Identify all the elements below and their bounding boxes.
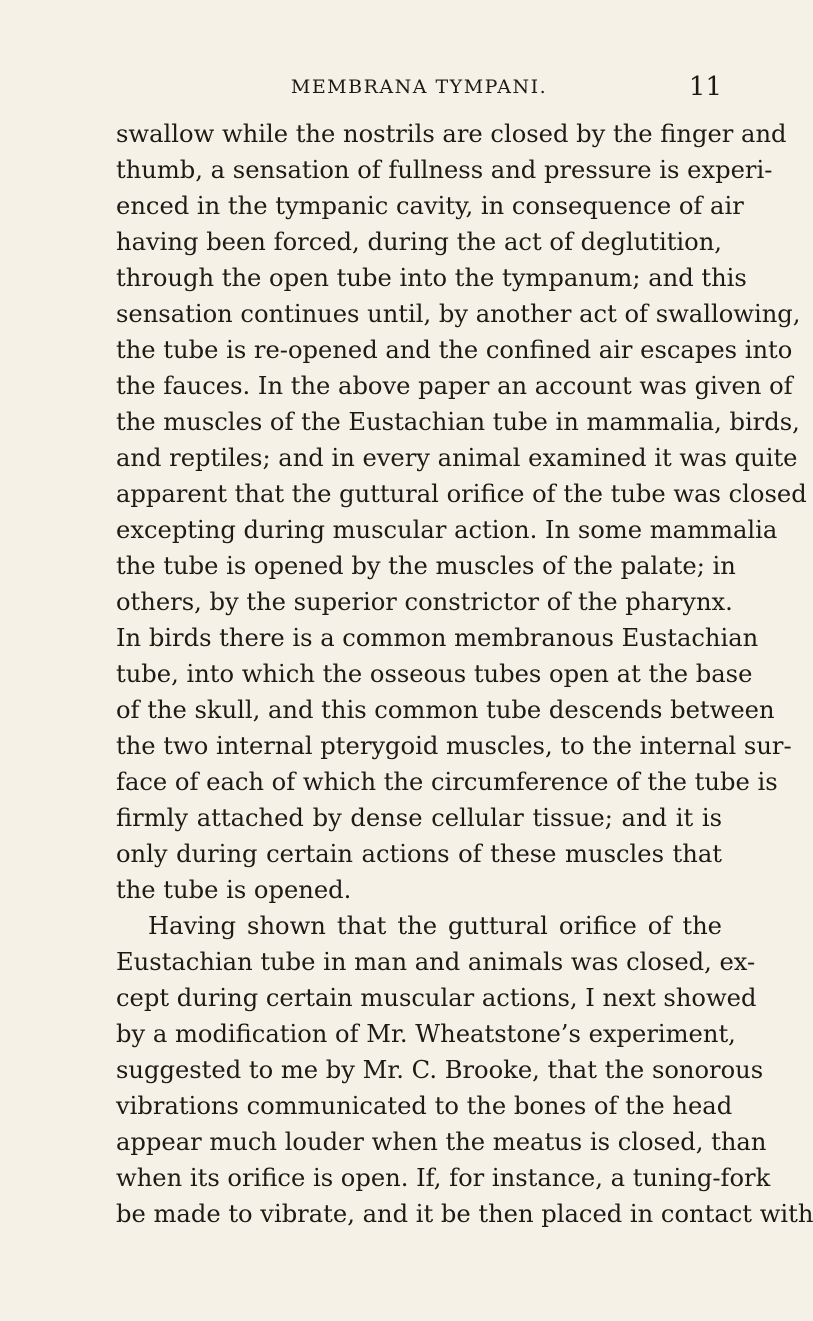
text-line: excepting during muscular action. In some mammalia <box>116 516 778 544</box>
text-line: cept during certain muscular actions, I next showed <box>116 984 757 1012</box>
text-line: and reptiles; and in every animal examined it was quite <box>116 444 798 472</box>
text-line: the tube is re-opened and the confined air escapes into <box>116 336 793 364</box>
text-line: face of each of which the circumference of the tube is <box>116 768 778 796</box>
text-line: the tube is opened by the muscles of the palate; in <box>116 552 736 580</box>
text-line: suggested to me by Mr. C. Brooke, that the sonorous <box>116 1056 764 1084</box>
text-line: swallow while the nostrils are closed by the finger and <box>116 120 787 148</box>
text-line: only during certain actions of these muscles that <box>116 840 722 868</box>
text-line: be made to vibrate, and it be then placed in contact with <box>116 1200 813 1228</box>
text-line: others, by the superior constrictor of the pharynx. <box>116 588 733 616</box>
text-line: enced in the tympanic cavity, in consequence of air <box>116 192 744 220</box>
text-line: appear much louder when the meatus is closed, than <box>116 1128 767 1156</box>
text-line: In birds there is a common membranous Eustachian <box>116 624 759 652</box>
text-line: Eustachian tube in man and animals was closed, ex- <box>116 948 756 976</box>
text-line: the fauces. In the above paper an account was given of <box>116 372 793 400</box>
text-line: the two internal pterygoid muscles, to the internal sur- <box>116 732 792 760</box>
page-number: 11 <box>688 72 722 102</box>
text-line: vibrations communicated to the bones of the head <box>116 1092 733 1120</box>
text-line: by a modification of Mr. Wheatstone’s experiment, <box>116 1020 736 1048</box>
paragraph-end-line: the tube is opened. <box>116 876 352 904</box>
text-line: through the open tube into the tympanum; and this <box>116 264 747 292</box>
text-line: when its orifice is open. If, for instance, a tuning-fork <box>116 1164 771 1192</box>
text-line: firmly attached by dense cellular tissue; and it is <box>116 804 722 832</box>
body-text <box>116 116 813 1232</box>
text-line: of the skull, and this common tube descends between <box>116 696 775 724</box>
text-line: sensation continues until, by another act of swallowing, <box>116 300 801 328</box>
text-line: tube, into which the osseous tubes open at the base <box>116 660 753 688</box>
text-line: apparent that the guttural orifice of the tube was closed <box>116 480 807 508</box>
paragraph-start-line: Having shown that the guttural orifice of the <box>148 912 722 940</box>
text-line: having been forced, during the act of deglutition, <box>116 228 722 256</box>
running-head <box>116 72 722 102</box>
text-line: the muscles of the Eustachian tube in mammalia, birds, <box>116 408 800 436</box>
text-line: thumb, a sensation of fullness and pressure is experi- <box>116 156 773 184</box>
running-title: MEMBRANA TYMPANI. <box>290 76 548 98</box>
